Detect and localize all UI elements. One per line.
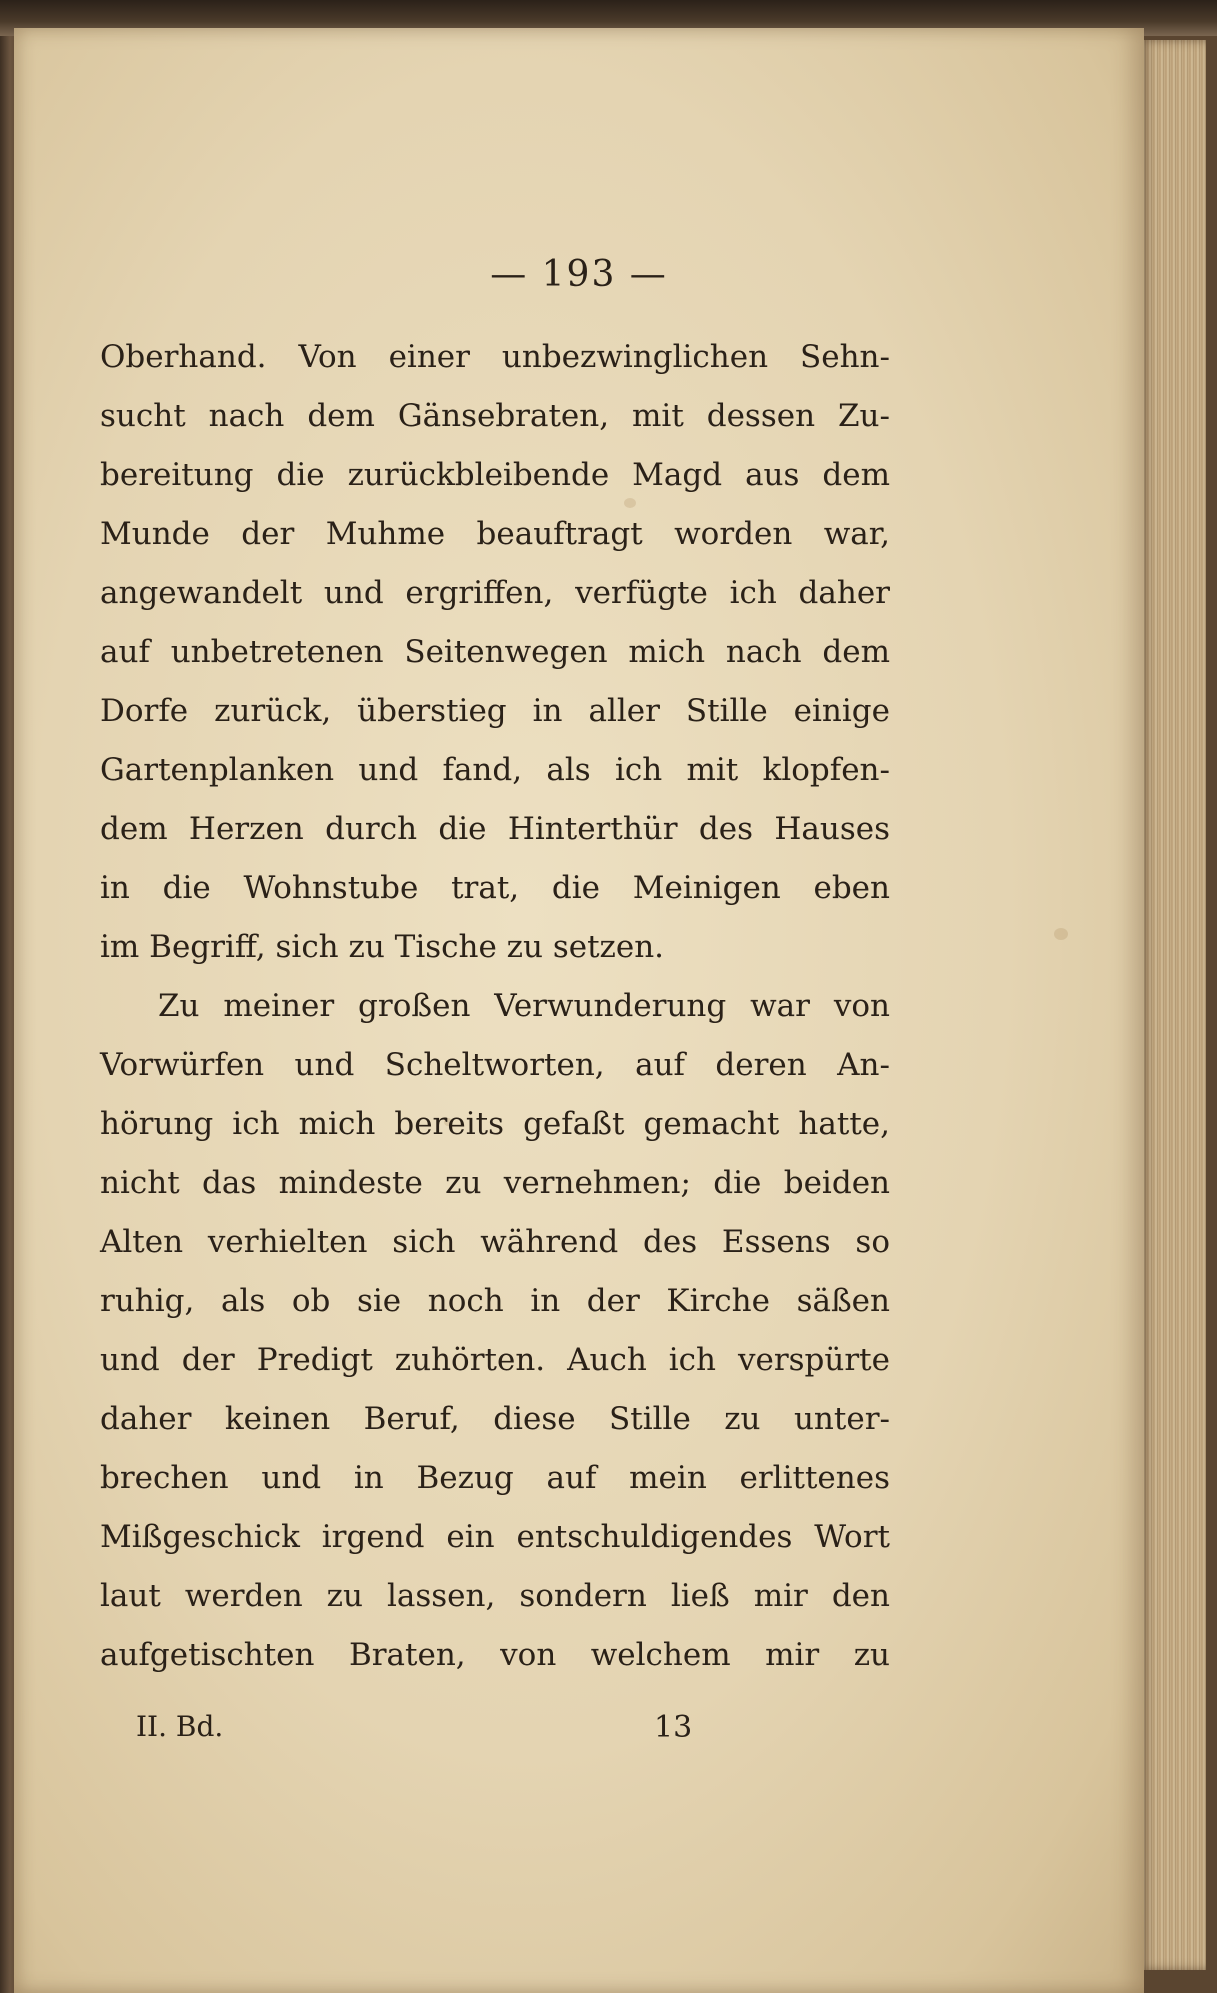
text-line: dem Herzen durch die Hinterthür des Hauses [100, 811, 890, 847]
text-line: aufgetischten Braten, von welchem mir zu [100, 1637, 890, 1673]
text-line: brechen und in Bezug auf mein erlittenes [100, 1460, 890, 1496]
running-head-page-number: — 193 — [490, 254, 668, 295]
text-line: Oberhand. Von einer unbezwinglichen Sehn- [100, 339, 890, 375]
text-line: Vorwürfen und Scheltworten, auf deren An- [100, 1047, 890, 1083]
text-line: daher keinen Beruf, diese Stille zu unter- [100, 1401, 890, 1437]
text-line: Dorfe zurück, überstieg in aller Stille einige [100, 693, 890, 729]
foxing-spot [1054, 928, 1068, 940]
text-line: hörung ich mich bereits gefaßt gemacht hatte, [100, 1106, 890, 1142]
text-line: laut werden zu lassen, sondern ließ mir den [100, 1578, 890, 1614]
text-line-indented: Zu meiner großen Verwunderung war von [158, 988, 890, 1024]
text-line: im Begriff, sich zu Tische zu setzen. [100, 929, 665, 965]
text-line: nicht das mindeste zu vernehmen; die beiden [100, 1165, 890, 1201]
text-line: angewandelt und ergriffen, verfügte ich daher [100, 575, 890, 611]
text-line: in die Wohnstube trat, die Meinigen eben [100, 870, 890, 906]
text-line: bereitung die zurückbleibende Magd aus dem [100, 457, 890, 493]
page-fore-edge [1140, 40, 1206, 1970]
book-page [14, 28, 1144, 1993]
text-line: Mißgeschick irgend ein entschuldigendes Wort [100, 1519, 890, 1555]
text-line: Gartenplanken und fand, als ich mit klopfen- [100, 752, 890, 788]
text-line: und der Predigt zuhörten. Auch ich verspürte [100, 1342, 890, 1378]
text-line: auf unbetretenen Seitenwegen mich nach dem [100, 634, 890, 670]
volume-signature: II. Bd. [136, 1710, 224, 1743]
text-line: sucht nach dem Gänsebraten, mit dessen Zu- [100, 398, 890, 434]
text-line: Alten verhielten sich während des Essens so [100, 1224, 890, 1260]
gathering-signature: 13 [654, 1710, 693, 1745]
text-line: ruhig, als ob sie noch in der Kirche säßen [100, 1283, 890, 1319]
text-line: Munde der Muhme beauftragt worden war, [100, 516, 890, 552]
body-text [100, 328, 890, 1685]
